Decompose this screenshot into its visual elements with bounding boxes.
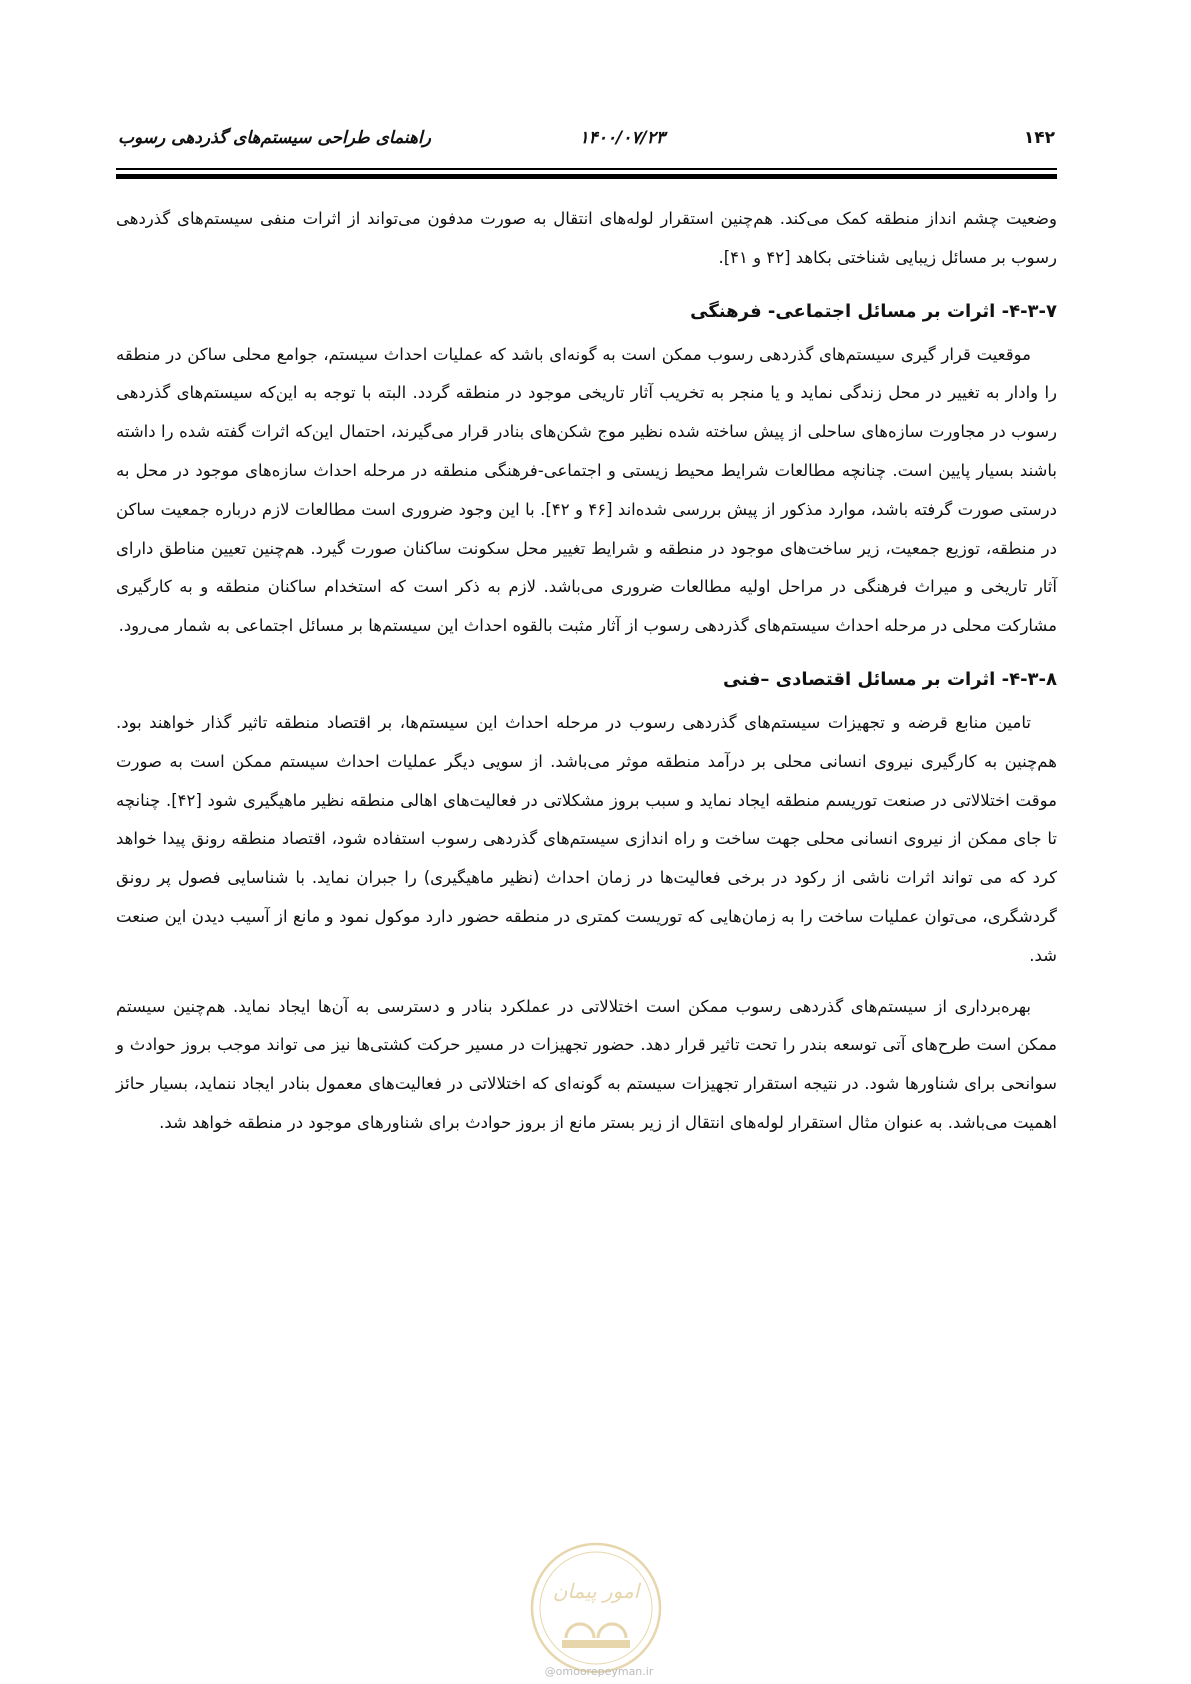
header-title: راهنمای طراحی سیستم‌های گذردهی رسوب — [118, 128, 431, 148]
economic-paragraph-1: تامین منابع قرضه و تجهیزات سیستم‌های گذردهی رسوب در مرحله احداث این سیستم‌ها، بر اقتصاد منطقه تاثیر گذار خواهند بود. هم‌چنین به کارگیری نیروی انسانی محلی بر درآمد منطقه موثر می‌باشد. از سویی دیگر عملیات احداث سیستم ممکن است به صورت موقت اختلالاتی در صنعت توریسم منطقه ایجاد نماید و سبب بروز مشکلاتی در فعالیت‌های اهالی منطقه نظیر ماهیگیری شود [۴۲]. چنانچه تا جای ممکن از نیروی انسانی محلی جهت ساخت و راه اندازی سیستم‌های گذردهی رسوب استفاده شود، اقتصاد منطقه رونق پیدا خواهد کرد که می تواند اثرات ناشی از رکود در برخی فعالیت‌ها در زمان احداث (نظیر ماهیگیری) را جبران نماید. با شناسایی فصول پر رونق گردشگری، می‌توان عملیات ساخت را به زمان‌هایی که توریست کمتری در منطقه حضور دارد موکول نمود و مانع از آسیب دیدن این صنعت شد. — [116, 712, 1057, 965]
watermark-url: @omoorepeyman.ir — [544, 1665, 654, 1678]
watermark-logo — [526, 1538, 666, 1678]
watermark-logo-text: امور پیمان — [552, 1579, 640, 1603]
page-header — [118, 128, 1055, 156]
social-cultural-paragraph: موقعیت قرار گیری سیستم‌های گذردهی رسوب ممکن است به گونه‌ای باشد که عملیات احداث سیستم، جوامع محلی ساکن در منطقه را وادار به تغییر در محل زندگی نماید و یا منجر به تخریب آثار تاریخی موجود در منطقه گردد. البته با توجه به این‌که سیستم‌های گذردهی رسوب در مجاورت سازه‌های ساحلی از پیش ساخته شده نظیر موج شکن‌های بنادر قرار می‌گیرند، احتمال این‌که اثرات گفته شده را داشته باشند بسیار پایین است. چنانچه مطالعات شرایط محیط زیستی و اجتماعی-فرهنگی منطقه در مرحله احداث سازه‌های موجود در محل به درستی صورت گرفته باشد، موارد مذکور از پیش بررسی شده‌اند [۴۶ و ۴۲]. با این وجود ضروری است مطالعات لازم درباره جمعیت ساکن در منطقه، توزیع جمعیت، زیر ساخت‌های موجود در منطقه و شرایط تغییر محل سکونت ساکنان صورت گیرد. هم‌چنین تعیین مناطق دارای آثار تاریخی و میراث فرهنگی در مراحل اولیه مطالعات ضروری می‌باشد. لازم به ذکر است که استخدام ساکنان منطقه و به کارگیری مشارکت محلی در مرحله احداث سیستم‌های گذردهی رسوب از آثار مثبت بالقوه احداث این سیستم‌ها بر مسائل اجتماعی به شمار می‌رود. — [116, 344, 1057, 636]
watermark-gear-icon — [566, 1624, 626, 1638]
watermark-base — [562, 1640, 630, 1648]
header-rule-thin — [116, 168, 1057, 170]
header-rule-thick — [116, 174, 1057, 179]
watermark-outer-ring — [532, 1544, 660, 1672]
economic-paragraph-2: بهره‌برداری از سیستم‌های گذردهی رسوب ممکن است اختلالاتی در عملکرد بنادر و دسترسی به آن‌ها ایجاد نماید. هم‌چنین سیستم ممکن است طرح‌های آتی توسعه بندر را تحت تاثیر قرار دهد. حضور تجهیزات در مسیر حرکت کشتی‌ها نیز می تواند موجب بروز حوادث و سوانحی برای شناورها شود. در نتیجه استقرار تجهیزات سیستم به گونه‌ای که اختلالاتی در فعالیت‌های معمول بنادر ایجاد ننماید، بسیار حائز اهمیت می‌باشد. به عنوان مثال استقرار لوله‌های انتقال از زیر بستر مانع از بروز حوادث برای شناورهای موجود در منطقه خواهد شد. — [116, 996, 1057, 1132]
intro-paragraph: وضعیت چشم انداز منطقه کمک می‌کند. هم‌چنین استقرار لوله‌های انتقال به صورت مدفون می‌تواند از اثرات منفی سیستم‌های گذردهی رسوب بر مسائل زیبایی شناختی بکاهد [۴۲ و ۴۱]. — [116, 209, 1057, 267]
header-date: ۱۴۰۰/۰۷/۲۳ — [579, 128, 665, 148]
section-heading-economic-technical: ۴-۳-۸- اثرات بر مسائل اقتصادی –فنی — [723, 668, 1057, 690]
page-number: ۱۴۲ — [1023, 128, 1055, 148]
section-heading-social-cultural: ۴-۳-۷- اثرات بر مسائل اجتماعی- فرهنگی — [690, 300, 1057, 322]
body-content — [116, 200, 1057, 1143]
